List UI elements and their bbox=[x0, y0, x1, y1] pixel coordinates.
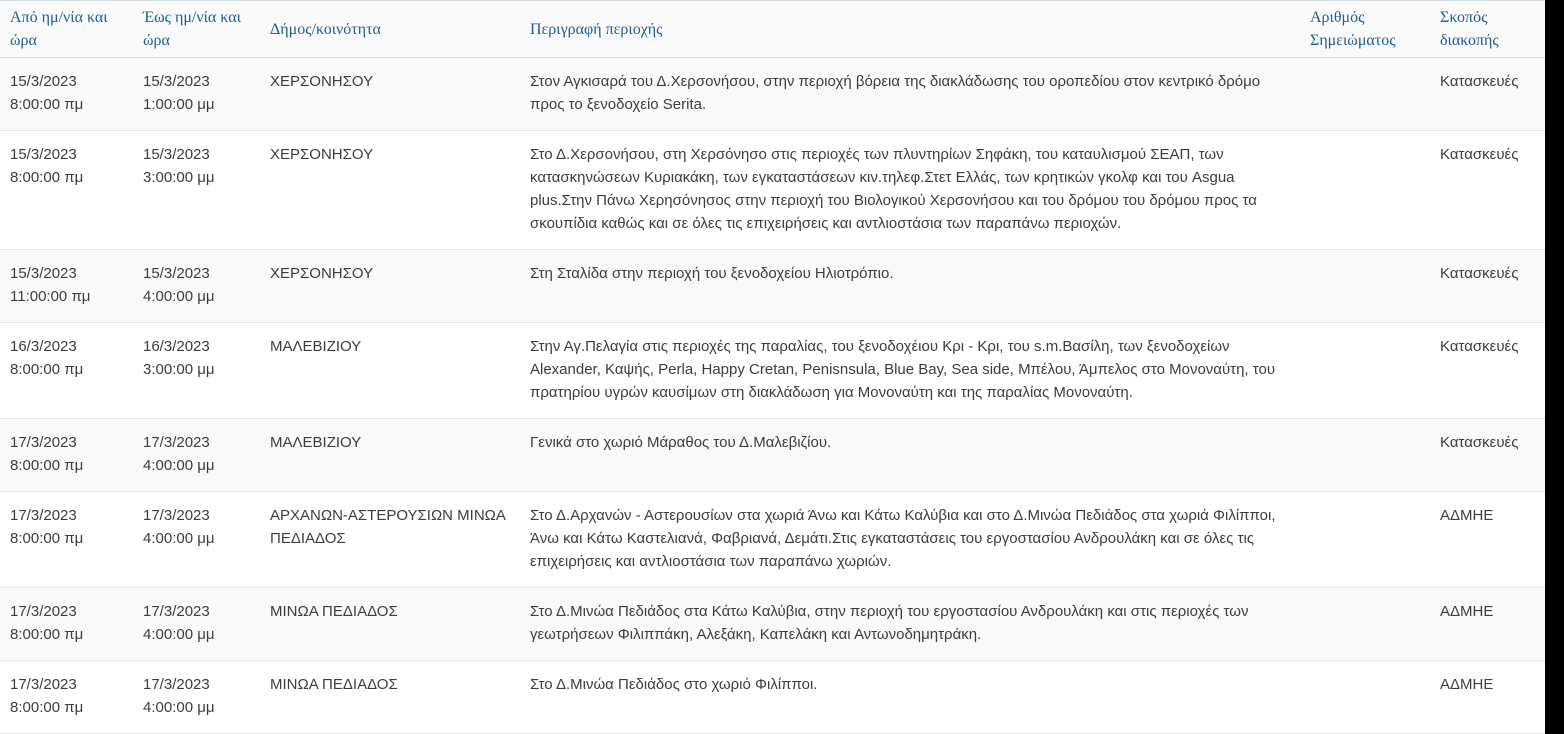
cell-note-number bbox=[1300, 58, 1430, 131]
table-row bbox=[0, 419, 1545, 492]
header-row bbox=[0, 1, 1545, 58]
cell-from-datetime bbox=[0, 661, 133, 734]
cell-municipality: ΜΑΛΕΒΙΖΙΟΥ bbox=[260, 419, 520, 492]
from-time: 8:00:00 πμ bbox=[10, 699, 84, 716]
to-date: 17/3/2023 bbox=[143, 434, 210, 451]
table-row bbox=[0, 588, 1545, 661]
col-header-from-datetime[interactable]: Από ημ/νία και ώρα bbox=[0, 1, 133, 58]
cell-from-datetime bbox=[0, 250, 133, 323]
cell-from-datetime bbox=[0, 492, 133, 588]
cell-to-datetime bbox=[133, 58, 260, 131]
table-row bbox=[0, 58, 1545, 131]
cell-area-description: Γενικά στο χωριό Μάραθος του Δ.Μαλεβιζίου. bbox=[520, 419, 1300, 492]
table-row bbox=[0, 250, 1545, 323]
cell-outage-purpose: Κατασκευές bbox=[1430, 323, 1545, 419]
to-time: 4:00:00 μμ bbox=[143, 626, 215, 643]
cell-note-number bbox=[1300, 419, 1430, 492]
from-date: 17/3/2023 bbox=[10, 676, 77, 693]
from-date: 15/3/2023 bbox=[10, 265, 77, 282]
cell-note-number bbox=[1300, 131, 1430, 250]
cell-from-datetime bbox=[0, 419, 133, 492]
cell-municipality: ΜΙΝΩΑ ΠΕΔΙΑΔΟΣ bbox=[260, 588, 520, 661]
from-time: 8:00:00 πμ bbox=[10, 457, 84, 474]
from-date: 17/3/2023 bbox=[10, 507, 77, 524]
cell-note-number bbox=[1300, 588, 1430, 661]
from-time: 8:00:00 πμ bbox=[10, 96, 84, 113]
from-date: 15/3/2023 bbox=[10, 73, 77, 90]
cell-to-datetime bbox=[133, 250, 260, 323]
col-header-municipality[interactable]: Δήμος/κοινότητα bbox=[260, 1, 520, 58]
col-header-note-number[interactable]: Αριθμός Σημειώματος bbox=[1300, 1, 1430, 58]
cell-to-datetime bbox=[133, 419, 260, 492]
col-header-to-datetime[interactable]: Έως ημ/νία και ώρα bbox=[133, 1, 260, 58]
cell-note-number bbox=[1300, 250, 1430, 323]
to-time: 4:00:00 μμ bbox=[143, 530, 215, 547]
from-date: 16/3/2023 bbox=[10, 338, 77, 355]
from-time: 8:00:00 πμ bbox=[10, 626, 84, 643]
col-header-area-description[interactable]: Περιγραφή περιοχής bbox=[520, 1, 1300, 58]
cell-outage-purpose: Κατασκευές bbox=[1430, 58, 1545, 131]
cell-area-description: Στο Δ.Μινώα Πεδιάδος στα Κάτω Καλύβια, στην περιοχή του εργοστασίου Ανδρουλάκη και στις περιοχές των γεωτρήσεων Φιλιππάκη, Αλεξάκη, Καπελάκη και Αντωνοδημητράκη. bbox=[520, 588, 1300, 661]
cell-from-datetime bbox=[0, 588, 133, 661]
cell-area-description: Στο Δ.Μινώα Πεδιάδος στο χωριό Φιλίπποι. bbox=[520, 661, 1300, 734]
to-date: 16/3/2023 bbox=[143, 338, 210, 355]
from-date: 17/3/2023 bbox=[10, 603, 77, 620]
cell-note-number bbox=[1300, 661, 1430, 734]
from-time: 8:00:00 πμ bbox=[10, 361, 84, 378]
cell-area-description: Στον Αγκισαρά του Δ.Χερσονήσου, στην περιοχή βόρεια της διακλάδωσης του οροπεδίου στον κεντρικό δρόμο προς το ξενοδοχείο Serita. bbox=[520, 58, 1300, 131]
cell-municipality: ΧΕΡΣΟΝΗΣΟΥ bbox=[260, 250, 520, 323]
cell-note-number bbox=[1300, 492, 1430, 588]
cell-to-datetime bbox=[133, 661, 260, 734]
cell-to-datetime bbox=[133, 323, 260, 419]
cell-outage-purpose: ΑΔΜΗΕ bbox=[1430, 588, 1545, 661]
to-date: 15/3/2023 bbox=[143, 73, 210, 90]
table-row bbox=[0, 661, 1545, 734]
cell-municipality: ΧΕΡΣΟΝΗΣΟΥ bbox=[260, 131, 520, 250]
cell-outage-purpose: Κατασκευές bbox=[1430, 419, 1545, 492]
from-time: 11:00:00 πμ bbox=[10, 288, 91, 305]
outages-table bbox=[0, 1, 1545, 734]
cell-municipality: ΧΕΡΣΟΝΗΣΟΥ bbox=[260, 58, 520, 131]
to-date: 15/3/2023 bbox=[143, 265, 210, 282]
cell-outage-purpose: ΑΔΜΗΕ bbox=[1430, 661, 1545, 734]
to-time: 1:00:00 μμ bbox=[143, 96, 215, 113]
cell-municipality: ΑΡΧΑΝΩΝ-ΑΣΤΕΡΟΥΣΙΩΝ ΜΙΝΩΑ ΠΕΔΙΑΔΟΣ bbox=[260, 492, 520, 588]
cell-to-datetime bbox=[133, 492, 260, 588]
cell-to-datetime bbox=[133, 131, 260, 250]
to-time: 4:00:00 μμ bbox=[143, 457, 215, 474]
cell-municipality: ΜΙΝΩΑ ΠΕΔΙΑΔΟΣ bbox=[260, 661, 520, 734]
to-date: 15/3/2023 bbox=[143, 146, 210, 163]
to-date: 17/3/2023 bbox=[143, 603, 210, 620]
cell-area-description: Στη Σταλίδα στην περιοχή του ξενοδοχείου Ηλιοτρόπιο. bbox=[520, 250, 1300, 323]
to-time: 4:00:00 μμ bbox=[143, 699, 215, 716]
table-row bbox=[0, 131, 1545, 250]
to-time: 3:00:00 μμ bbox=[143, 169, 215, 186]
col-header-outage-purpose[interactable]: Σκοπός διακοπής bbox=[1430, 1, 1545, 58]
cell-area-description: Στο Δ.Χερσονήσου, στη Χερσόνησο στις περιοχές των πλυντηρίων Σηφάκη, του καταυλισμού ΣΕΑΠ, των κατασκηνώσεων Κυριακάκη, των εγκαταστάσεων κιν.τηλεφ.Στετ Ελλάς, των κρητικών γκολφ και του Asgua plus.Στην Πάνω Χερησόνησος στην περιοχή του Βιολογικού Χερσονήσου και του δρόμου του δρόμου προς τα σκουπίδια καθώς και σε όλες τις επιχειρήσεις και αντλιοστάσια των παραπάνω περιοχών. bbox=[520, 131, 1300, 250]
cell-outage-purpose: Κατασκευές bbox=[1430, 250, 1545, 323]
cell-note-number bbox=[1300, 323, 1430, 419]
to-time: 4:00:00 μμ bbox=[143, 288, 215, 305]
table-body bbox=[0, 58, 1545, 734]
from-time: 8:00:00 πμ bbox=[10, 169, 84, 186]
table-row bbox=[0, 492, 1545, 588]
from-date: 17/3/2023 bbox=[10, 434, 77, 451]
cell-outage-purpose: Κατασκευές bbox=[1430, 131, 1545, 250]
cell-to-datetime bbox=[133, 588, 260, 661]
to-date: 17/3/2023 bbox=[143, 676, 210, 693]
from-time: 8:00:00 πμ bbox=[10, 530, 84, 547]
cell-area-description: Στο Δ.Αρχανών - Αστερουσίων στα χωριά Άνω και Κάτω Καλύβια και στο Δ.Μινώα Πεδιάδος στα χωριά Φιλίπποι, Άνω και Κάτω Καστελιανά, Φαβριανά, Δεμάτι.Στις εγκαταστάσεις του εργοστασίου Ανδρουλάκη και σε όλες τις επιχειρήσεις και αντλιοστάσια των παραπάνω χωριών. bbox=[520, 492, 1300, 588]
cell-from-datetime bbox=[0, 58, 133, 131]
table-row bbox=[0, 323, 1545, 419]
cell-outage-purpose: ΑΔΜΗΕ bbox=[1430, 492, 1545, 588]
to-time: 3:00:00 μμ bbox=[143, 361, 215, 378]
cell-municipality: ΜΑΛΕΒΙΖΙΟΥ bbox=[260, 323, 520, 419]
to-date: 17/3/2023 bbox=[143, 507, 210, 524]
cell-area-description: Στην Αγ.Πελαγία στις περιοχές της παραλίας, του ξενοδοχέιου Κρι - Κρι, του s.m.Βασίλη, των ξενοδοχείων Alexander, Καψής, Perla, Happy Cretan, Penisnsula, Blue Bay, Sea side, Μπέλου, Άμπελος στο Μονοναύτη, του πρατηρίου υγρών καυσίμων στη διακλάδωση για Μονοναύτη και της παραλίας Μονοναύτη. bbox=[520, 323, 1300, 419]
cell-from-datetime bbox=[0, 131, 133, 250]
cell-from-datetime bbox=[0, 323, 133, 419]
from-date: 15/3/2023 bbox=[10, 146, 77, 163]
